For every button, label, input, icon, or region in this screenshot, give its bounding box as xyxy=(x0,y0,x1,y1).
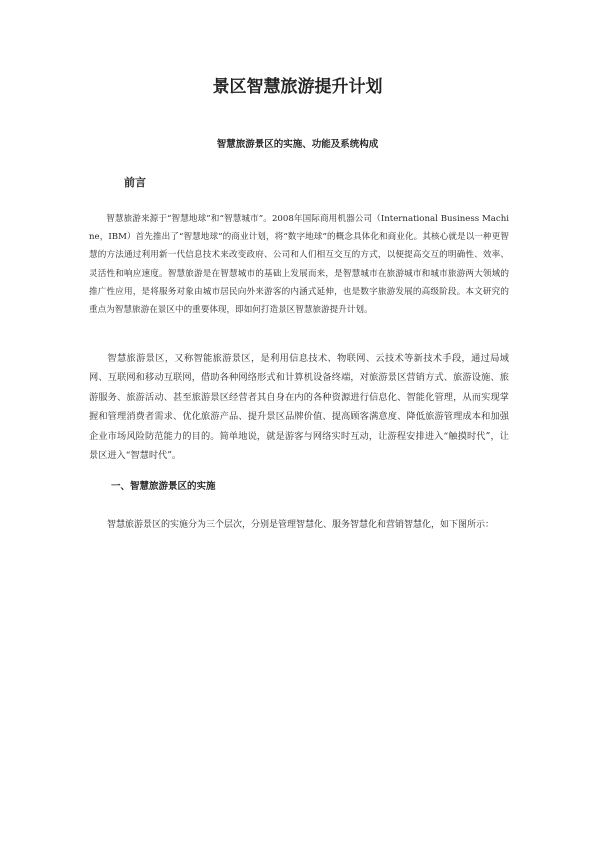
section-1-heading: 一、智慧旅游景区的实施 xyxy=(111,481,216,492)
preface-heading: 前言 xyxy=(124,176,146,189)
document-title: 景区智慧旅游提升计划 xyxy=(212,77,383,97)
section-1-paragraph: 智慧旅游景区的实施分为三个层次，分别是管理智慧化、服务智慧化和营销智慧化，如下图所示： xyxy=(107,520,495,530)
preface-paragraph-1: 智慧旅游来源于“智慧地球”和“智慧城市”。2008年国际商用机器公司（International Business Machine，IBM）首先推出了“智慧地球”的商业计划，将“数字地球”的概念具体化和商业化。其核心就是以一种更智慧的方法通过利用新一代信息技术来改变政府、公司和人们相互交互的方式，以便提高交互的明确性、效率、灵活性和响应速度。智慧旅游是在智慧城市的基础上发展而来，是智慧城市在旅游城市和城市旅游两大领域的推广性应用，是将服务对象由城市居民向外来游客的内涵式延伸，也是数字旅游发展的高级阶段。本文研究的重点为智慧旅游在景区中的重要体现，即如何打造景区智慧旅游提升计划。 xyxy=(89,214,509,316)
document-subtitle: 智慧旅游景区的实施、功能及系统构成 xyxy=(216,139,379,150)
preface-paragraph-2: 智慧旅游景区，又称智能旅游景区，是利用信息技术、物联网、云技术等新技术手段，通过局域网、互联网和移动互联网，借助各种网络形式和计算机设备终端，对旅游景区营销方式、旅游设施、旅游服务、旅游活动、甚至旅游景区经营者其自身在内的各种资源进行信息化、智能化管理，从而实现掌握和管理消费者需求、优化旅游产品、提升景区品牌价值、提高顾客满意度、降低旅游管理成本和加强企业市场风险防范能力的目的。简单地说，就是游客与网络实时互动，让游程安排进入“触摸时代”，让景区进入“智慧时代”。 xyxy=(89,353,509,462)
